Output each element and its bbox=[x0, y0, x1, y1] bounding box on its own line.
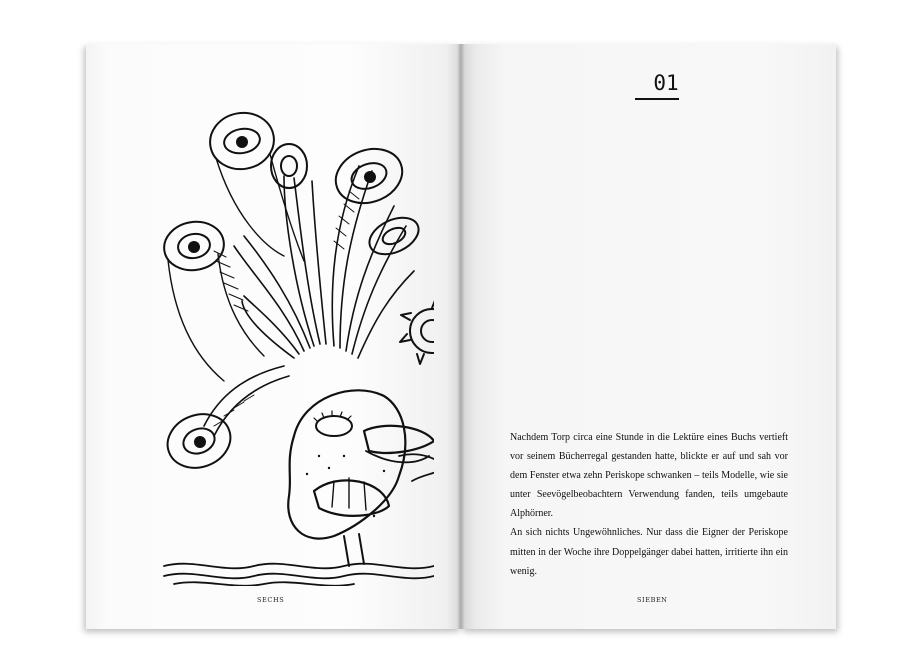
open-book bbox=[86, 44, 836, 629]
left-page bbox=[86, 44, 461, 629]
book-spine bbox=[457, 44, 465, 629]
paragraph-2: An sich nichts Ungewöhnliches. Nur dass die Eigner der Periskope mitten in der Woche ihre Doppelgänger dabei hatten, irritierte ihn ein wenig. bbox=[510, 527, 788, 577]
paragraph-1: Nachdem Torp circa eine Stunde in die Lektüre eines Buchs vertieft vor seinem Bücherregal gestanden hatte, blickte er auf und sah vor dem Fenster etwa zehn Periskope schwanken – teils Modelle, wie sie unter Seevögelbeobachtern Verwendung fanden, teils umgebaute Alphörner. bbox=[510, 432, 788, 520]
bird-periscope-illustration bbox=[144, 96, 434, 586]
chapter-rule bbox=[635, 98, 679, 100]
page-number-left: SECHS bbox=[257, 596, 285, 604]
right-page bbox=[461, 44, 836, 629]
body-text bbox=[510, 428, 788, 581]
page-number-right: SIEBEN bbox=[637, 596, 668, 604]
chapter-number: 01 bbox=[653, 71, 679, 95]
